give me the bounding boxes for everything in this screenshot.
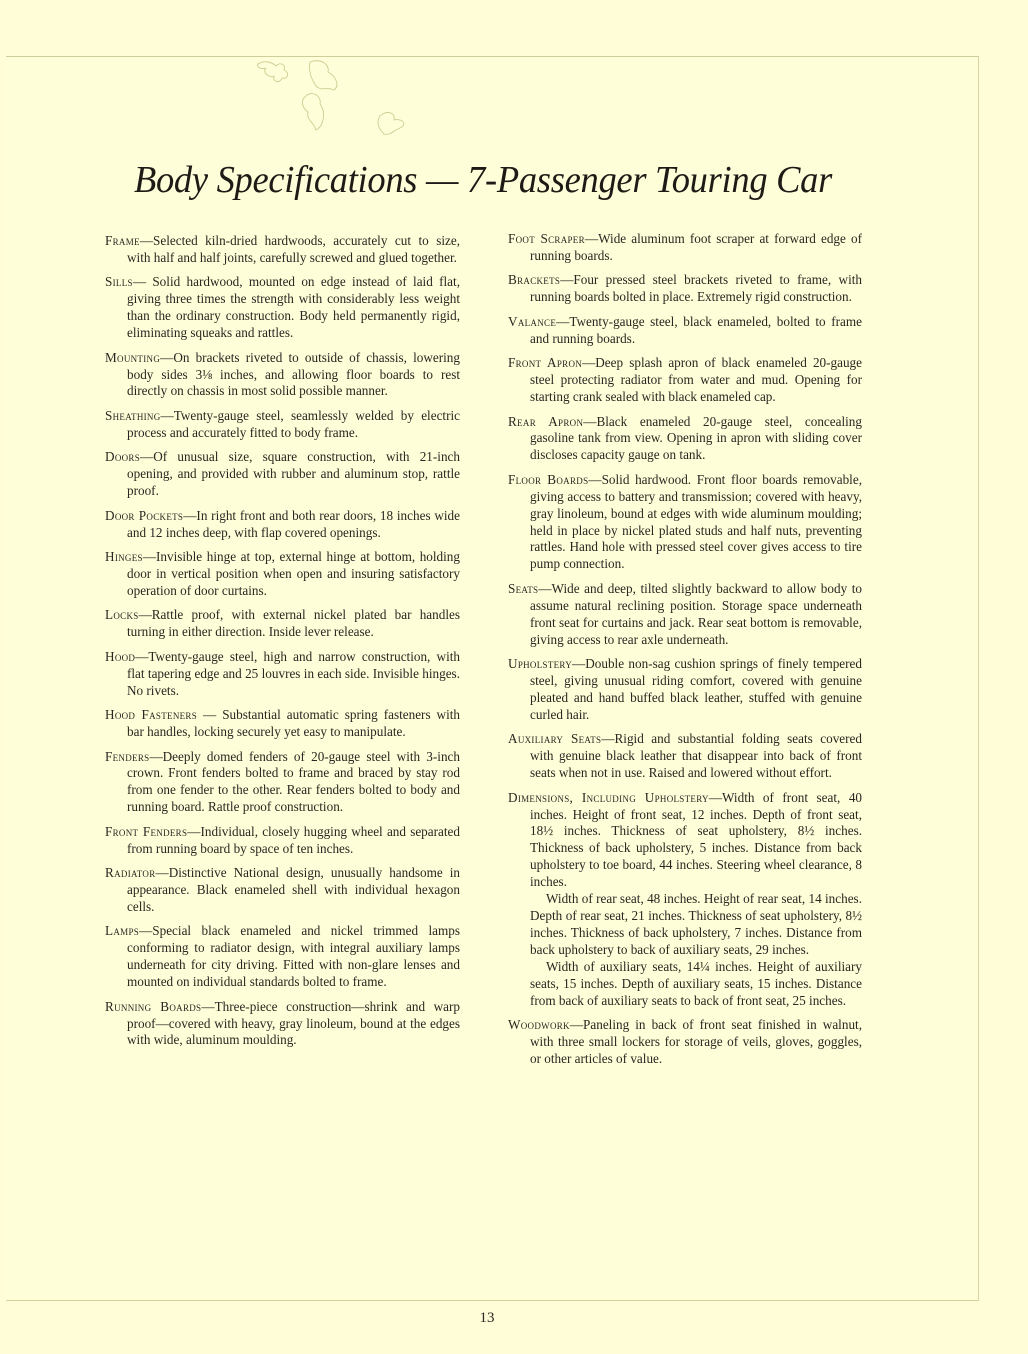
spec-term: Doors [105, 449, 141, 465]
spec-term: Frame [105, 233, 140, 248]
spec-term: Locks [105, 607, 139, 623]
spec-text: —Wide aluminum foot scraper at forward edge of running boards. [530, 231, 862, 263]
spec-entry-valance [508, 314, 862, 348]
spec-entry-upholstery [508, 656, 862, 724]
spec-term: Fenders [105, 748, 150, 764]
spec-text: Width of rear seat, 48 inches. Height of rear seat, 14 inches. Depth of rear seat, 21 inches. Thickness of seat upholstery, 8½ inches. Thickness of back upholstery, 7 inches. Distance from back upholstery to back of auxiliary seats, 29 inches. [530, 891, 862, 957]
spec-term: Auxiliary Seats [508, 731, 602, 747]
spec-text: —Twenty-gauge steel, seamlessly welded by electric process and accurately fitted to body frame. [127, 407, 460, 440]
spec-entry-brackets [508, 272, 862, 306]
spec-text: —Four pressed steel brackets riveted to frame, with running boards bolted in place. Extremely rigid construction. [530, 272, 862, 305]
spec-entry-front-apron [508, 355, 862, 406]
spec-term: Front Apron [508, 355, 583, 371]
spec-entry-sills [105, 274, 460, 342]
spec-entry-hinges [105, 549, 460, 600]
spec-dimensions-rear-seat [508, 891, 862, 959]
spec-text: —Rattle proof, with external nickel plated bar handles turning in either direction. Inside lever release. [127, 607, 460, 640]
spec-text: —Wide and deep, tilted slightly backward to allow body to assume natural reclining position. Storage space underneath front seat for curtains and jack. Rear seat bottom is removable, giving access to rear axle underneath. [530, 580, 862, 647]
spec-entry-lamps [105, 923, 460, 991]
spec-term: Dimensions, Including Upholstery [508, 789, 709, 805]
spec-text: Width of auxiliary seats, 14¼ inches. Height of auxiliary seats, 15 inches. Depth of auxiliary seats, 15 inches. Distance from back of auxiliary seats to back of front seat, 25 inches. [530, 958, 862, 1008]
spec-term: Sheathing [105, 407, 161, 423]
spec-entry-seats [508, 581, 862, 649]
spec-text: — Substantial automatic spring fasteners with bar handles, locking securely yet easy to manipulate. [127, 707, 460, 739]
spec-entry-auxiliary-seats [508, 731, 862, 782]
spec-term: Valance [508, 313, 557, 329]
spec-text: —Paneling in back of front seat finished in walnut, with three small lockers for storage of veils, gloves, goggles, or other articles of value. [530, 1017, 862, 1066]
spec-entry-foot-scraper [508, 231, 862, 265]
spec-text: —Double non-sag cushion springs of finely tempered steel, giving unusual riding comfort, covered with genuine pleated and hand buffed black leather, stuffed with genuine curled hair. [530, 656, 862, 722]
spec-text: —Of unusual size, square construction, with 21-inch opening, and provided with rubber and aluminum stop, rattle proof. [127, 449, 460, 499]
spec-entry-locks [105, 607, 460, 641]
spec-term: Hinges [105, 549, 143, 565]
spec-term: Door Pockets [105, 507, 184, 523]
spec-text: —Distinctive National design, unusually handsome in appearance. Black enameled shell with individual hexagon cells. [127, 865, 460, 914]
spec-text: — Solid hardwood, mounted on edge instead of laid flat, giving three times the strength with considerably less weight than the ordinary construction. Body held permanently rigid, eliminating squeaks and rattles. [127, 274, 460, 341]
spec-text: —Deeply domed fenders of 20-gauge steel with 3-inch crown. Front fenders bolted to frame and braced by stay rod from one fender to the other. Rear fenders bolted to body and running board. Rattle proof construction. [127, 748, 460, 815]
spec-text: —Black enameled 20-gauge steel, concealing gasoline tank from view. Opening in apron with sliding cover discloses capacity gauge on tank. [530, 413, 862, 463]
spec-term: Radiator [105, 865, 156, 881]
spec-term: Lamps [105, 923, 140, 939]
spec-entry-sheathing [105, 408, 460, 442]
spec-text: —In right front and both rear doors, 18 inches wide and 12 inches deep, with flap covered openings. [127, 507, 460, 540]
spec-term: Floor Boards [508, 471, 589, 487]
spec-text: —Rigid and substantial folding seats covered with genuine black leather that disappear into back of front seats when not in use. Raised and lowered without effort. [530, 731, 862, 781]
spec-term: Woodwork [508, 1017, 570, 1032]
spec-entry-frame [105, 233, 460, 267]
spec-dimensions-auxiliary-seats [508, 959, 862, 1010]
spec-entry-rear-apron [508, 414, 862, 465]
spec-entry-door-pockets [105, 508, 460, 542]
spec-entry-doors [105, 449, 460, 500]
spec-text: —On brackets riveted to outside of chassis, lowering body sides 3⅛ inches, and allowing floor boards to rest directly on chassis in most solid possible manner. [127, 349, 460, 399]
spec-text: —Solid hardwood. Front floor boards removable, giving access to battery and transmission; covered with heavy, gray linoleum, bound at edges with wide aluminum moulding; held in place by nickel plated studs and half nuts, preventing rattles. Hand hole with pressed steel cover gives access to tire pump connection. [530, 471, 862, 572]
floral-ornament-icon [250, 56, 420, 146]
spec-term: Mounting [105, 349, 161, 365]
spec-term: Rear Apron [508, 413, 584, 429]
spec-term: Seats [508, 580, 539, 596]
spec-entry-floor-boards [508, 472, 862, 573]
spec-text: —Deep splash apron of black enameled 20-gauge steel protecting radiator from water and mud. Opening for starting crank sealed with black enameled cap. [530, 355, 863, 405]
spec-term: Sills [105, 274, 133, 290]
spec-term: Upholstery [508, 656, 573, 672]
spec-entry-mounting [105, 350, 460, 401]
spec-term: Hood Fasteners [105, 707, 198, 723]
spec-text: —Twenty-gauge steel, black enameled, bolted to frame and running boards. [530, 313, 862, 346]
spec-entry-radiator [105, 865, 460, 916]
spec-entry-hood-fasteners [105, 707, 460, 741]
spec-term: Brackets [508, 272, 561, 288]
spec-term: Hood [105, 648, 136, 664]
spec-text: —Width of front seat, 40 inches. Height of front seat, 12 inches. Depth of front seat, 18½ inches. Thickness of seat upholstery, 8½ inches. Thickness of back upholstery, 5 inches. Distance from back upholstery to toe board, 44 inches. Steering wheel clearance, 8 inches. [530, 789, 863, 890]
spec-text: —Selected kiln-dried hardwoods, accurately cut to size, with half and half joints, carefully screwed and glued together. [127, 233, 460, 265]
spec-entry-running-boards [105, 999, 460, 1050]
spec-text: —Three-piece construction—shrink and warp proof—covered with heavy, gray linoleum, bound at the edges with wide, aluminum moulding. [127, 998, 460, 1048]
spec-term: Foot Scraper [508, 231, 585, 246]
right-spec-column [508, 231, 862, 1075]
spec-text: —Twenty-gauge steel, high and narrow construction, with flat tapering edge and 25 louvres in each side. Invisible hinges. No rivets. [127, 648, 460, 698]
spec-term: Running Boards [105, 998, 202, 1014]
left-spec-column [105, 233, 460, 1057]
spec-text: —Invisible hinge at top, external hinge at bottom, holding door in vertical position when open and insuring satisfactory operation of door curtains. [127, 549, 460, 598]
spec-entry-hood [105, 649, 460, 700]
spec-entry-woodwork [508, 1017, 862, 1068]
spec-text: —Individual, closely hugging wheel and separated from running board by space of ten inches. [127, 823, 460, 856]
spec-entry-front-fenders [105, 824, 460, 858]
page-title: Body Specifications — 7-Passenger Touring Car [133, 159, 833, 201]
spec-term: Front Fenders [105, 823, 188, 839]
page-number: 13 [479, 1310, 495, 1326]
spec-entry-fenders [105, 749, 460, 817]
spec-entry-dimensions [508, 790, 862, 891]
spec-text: —Special black enameled and nickel trimmed lamps conforming to radiator design, with integral auxiliary lamps underneath for city driving. Fitted with non-glare lenses and mounted on individual standards bolted to frame. [127, 923, 460, 990]
